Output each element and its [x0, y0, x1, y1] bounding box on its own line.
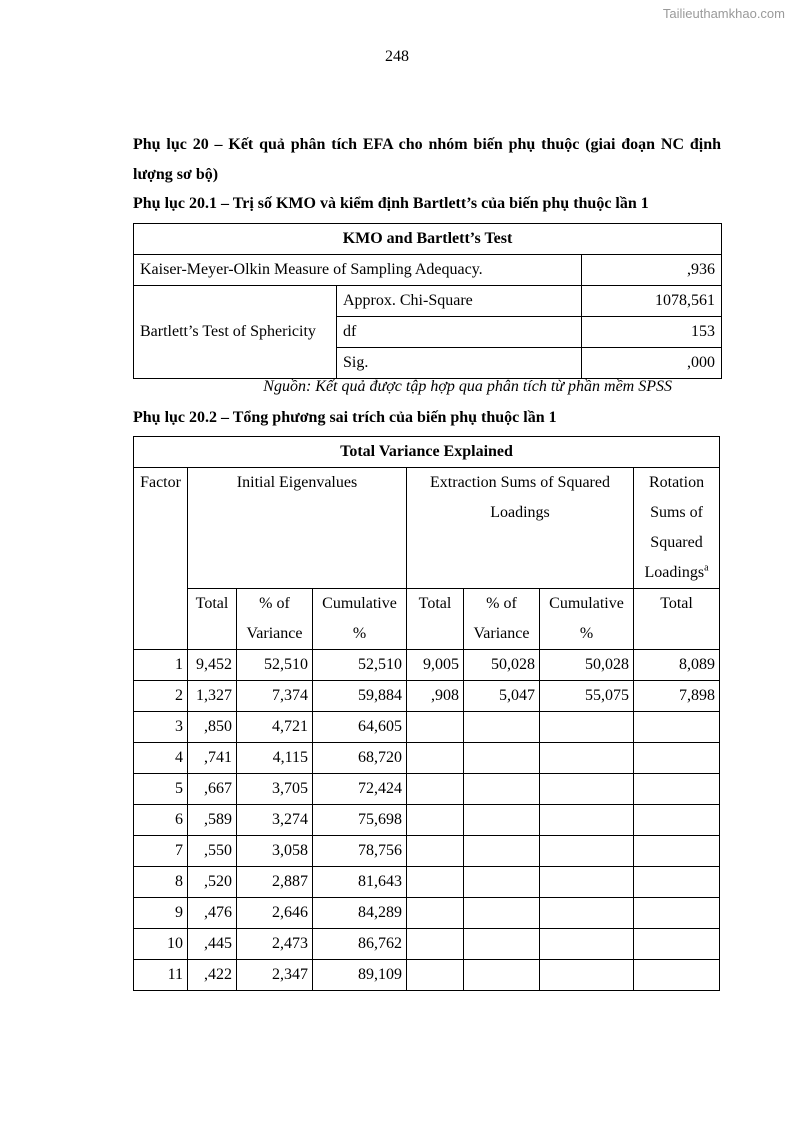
extraction-total-cell: [407, 929, 464, 960]
extraction-cum-cell: [540, 774, 634, 805]
factor-cell: 6: [134, 805, 188, 836]
initial-cum-cell: 59,884: [313, 681, 407, 712]
extraction-cum-cell: [540, 712, 634, 743]
initial-pct-cell: 2,347: [237, 960, 313, 991]
extraction-total-cell: [407, 867, 464, 898]
variance-table-title: Total Variance Explained: [134, 437, 720, 468]
table-row: [134, 681, 720, 712]
appendix-20-2-heading: Phụ lục 20.2 – Tổng phương sai trích của biến phụ thuộc lần 1: [133, 409, 557, 426]
initial-cum-cell: 89,109: [313, 960, 407, 991]
extraction-total-cell: [407, 774, 464, 805]
table-row: [134, 743, 720, 774]
initial-pct-cell: 2,887: [237, 867, 313, 898]
rotation-total-cell: 8,089: [634, 650, 720, 681]
extraction-total-cell: [407, 960, 464, 991]
table-header-row: [134, 468, 720, 589]
rotation-total-cell: [634, 898, 720, 929]
rotation-total-cell: 7,898: [634, 681, 720, 712]
table-title-row: [134, 437, 720, 468]
appendix-20-heading: Phụ lục 20 – Kết quả phân tích EFA cho nhóm biến phụ thuộc (giai đoạn NC định lượng sơ bộ): [133, 136, 721, 183]
initial-pct-cell: 4,115: [237, 743, 313, 774]
kmo-table-title: KMO and Bartlett’s Test: [134, 224, 722, 255]
initial-cum-cell: 75,698: [313, 805, 407, 836]
extraction-pct-cell: [464, 929, 540, 960]
initial-total-cell: ,850: [188, 712, 237, 743]
extraction-total-cell: 9,005: [407, 650, 464, 681]
rotation-total-cell: [634, 743, 720, 774]
initial-pct-cell: 3,274: [237, 805, 313, 836]
initial-pct-cell: 3,058: [237, 836, 313, 867]
table-row: [134, 712, 720, 743]
initial-pct-header: % of Variance: [237, 589, 313, 650]
extraction-pct-cell: [464, 960, 540, 991]
initial-total-cell: 1,327: [188, 681, 237, 712]
rotation-total-cell: [634, 867, 720, 898]
factor-cell: 11: [134, 960, 188, 991]
factor-cell: 2: [134, 681, 188, 712]
extraction-cum-cell: [540, 929, 634, 960]
initial-pct-cell: 2,646: [237, 898, 313, 929]
factor-cell: 7: [134, 836, 188, 867]
chi-square-label: Approx. Chi-Square: [337, 286, 582, 317]
rotation-total-cell: [634, 774, 720, 805]
extraction-pct-cell: [464, 805, 540, 836]
sig-value: ,000: [582, 348, 722, 379]
factor-cell: 10: [134, 929, 188, 960]
table-row: [134, 650, 720, 681]
initial-total-cell: ,520: [188, 867, 237, 898]
extraction-cum-cell: [540, 867, 634, 898]
initial-total-cell: ,667: [188, 774, 237, 805]
extraction-header: Extraction Sums of Squared Loadings: [407, 468, 634, 589]
initial-total-header: Total: [188, 589, 237, 650]
extraction-pct-cell: 50,028: [464, 650, 540, 681]
df-value: 153: [582, 317, 722, 348]
factor-cell: 1: [134, 650, 188, 681]
extraction-cum-cell: [540, 743, 634, 774]
rotation-total-cell: [634, 805, 720, 836]
rotation-total-cell: [634, 929, 720, 960]
rotation-total-cell: [634, 712, 720, 743]
initial-cum-header: Cumulative %: [313, 589, 407, 650]
bartlett-label: Bartlett’s Test of Sphericity: [134, 286, 337, 379]
initial-cum-cell: 84,289: [313, 898, 407, 929]
extraction-cum-cell: 50,028: [540, 650, 634, 681]
extraction-pct-cell: [464, 867, 540, 898]
extraction-cum-cell: [540, 805, 634, 836]
rotation-total-cell: [634, 836, 720, 867]
variance-table-body: [134, 650, 720, 991]
initial-pct-cell: 2,473: [237, 929, 313, 960]
extraction-pct-cell: [464, 836, 540, 867]
factor-cell: 5: [134, 774, 188, 805]
table-row: [134, 929, 720, 960]
extraction-pct-cell: 5,047: [464, 681, 540, 712]
initial-pct-cell: 3,705: [237, 774, 313, 805]
chi-square-value: 1078,561: [582, 286, 722, 317]
initial-total-cell: ,589: [188, 805, 237, 836]
appendix-20-1-heading: Phụ lục 20.1 – Trị số KMO và kiểm định Bartlett’s của biến phụ thuộc lần 1: [133, 195, 649, 212]
extraction-total-cell: [407, 836, 464, 867]
factor-header: Factor: [134, 468, 188, 650]
table-row: [134, 836, 720, 867]
rotation-footnote-mark: a: [704, 562, 709, 574]
df-label: df: [337, 317, 582, 348]
initial-cum-cell: 72,424: [313, 774, 407, 805]
extraction-total-cell: ,908: [407, 681, 464, 712]
table-title-row: [134, 224, 722, 255]
sig-label: Sig.: [337, 348, 582, 379]
table-subheader-row: [134, 589, 720, 650]
extraction-pct-cell: [464, 712, 540, 743]
table-row: [134, 960, 720, 991]
factor-cell: 3: [134, 712, 188, 743]
kmo-value: ,936: [582, 255, 722, 286]
initial-total-cell: 9,452: [188, 650, 237, 681]
table-row: [134, 867, 720, 898]
rotation-header-text: Rotation Sums of Squared Loadings: [644, 474, 705, 581]
table-row: [134, 255, 722, 286]
kmo-label: Kaiser-Meyer-Olkin Measure of Sampling Adequacy.: [134, 255, 582, 286]
table-row: [134, 774, 720, 805]
extraction-pct-cell: [464, 774, 540, 805]
extraction-total-cell: [407, 898, 464, 929]
initial-pct-cell: 7,374: [237, 681, 313, 712]
table-row: [134, 898, 720, 929]
initial-total-cell: ,422: [188, 960, 237, 991]
initial-total-cell: ,550: [188, 836, 237, 867]
factor-cell: 9: [134, 898, 188, 929]
extraction-pct-header: % of Variance: [464, 589, 540, 650]
rotation-header: [634, 468, 720, 589]
rotation-total-header: Total: [634, 589, 720, 650]
initial-total-cell: ,445: [188, 929, 237, 960]
extraction-cum-cell: [540, 960, 634, 991]
extraction-cum-header: Cumulative %: [540, 589, 634, 650]
initial-cum-cell: 68,720: [313, 743, 407, 774]
initial-pct-cell: 4,721: [237, 712, 313, 743]
initial-eigenvalues-header: Initial Eigenvalues: [188, 468, 407, 589]
extraction-pct-cell: [464, 898, 540, 929]
extraction-cum-cell: [540, 898, 634, 929]
kmo-bartlett-table: [133, 223, 722, 379]
watermark: Tailieuthamkhao.com: [662, 6, 785, 21]
initial-total-cell: ,741: [188, 743, 237, 774]
extraction-total-cell: [407, 805, 464, 836]
initial-cum-cell: 64,605: [313, 712, 407, 743]
extraction-total-header: Total: [407, 589, 464, 650]
factor-cell: 4: [134, 743, 188, 774]
table-row: [134, 286, 722, 317]
table-row: [134, 805, 720, 836]
factor-cell: 8: [134, 867, 188, 898]
initial-cum-cell: 52,510: [313, 650, 407, 681]
extraction-cum-cell: 55,075: [540, 681, 634, 712]
extraction-total-cell: [407, 743, 464, 774]
initial-cum-cell: 78,756: [313, 836, 407, 867]
initial-cum-cell: 86,762: [313, 929, 407, 960]
extraction-cum-cell: [540, 836, 634, 867]
page-number: 248: [385, 48, 409, 65]
extraction-total-cell: [407, 712, 464, 743]
source-note: Nguồn: Kết quả được tập hợp qua phân tích từ phần mềm SPSS: [263, 378, 672, 395]
extraction-pct-cell: [464, 743, 540, 774]
initial-cum-cell: 81,643: [313, 867, 407, 898]
initial-pct-cell: 52,510: [237, 650, 313, 681]
rotation-total-cell: [634, 960, 720, 991]
total-variance-table: [133, 436, 720, 991]
initial-total-cell: ,476: [188, 898, 237, 929]
